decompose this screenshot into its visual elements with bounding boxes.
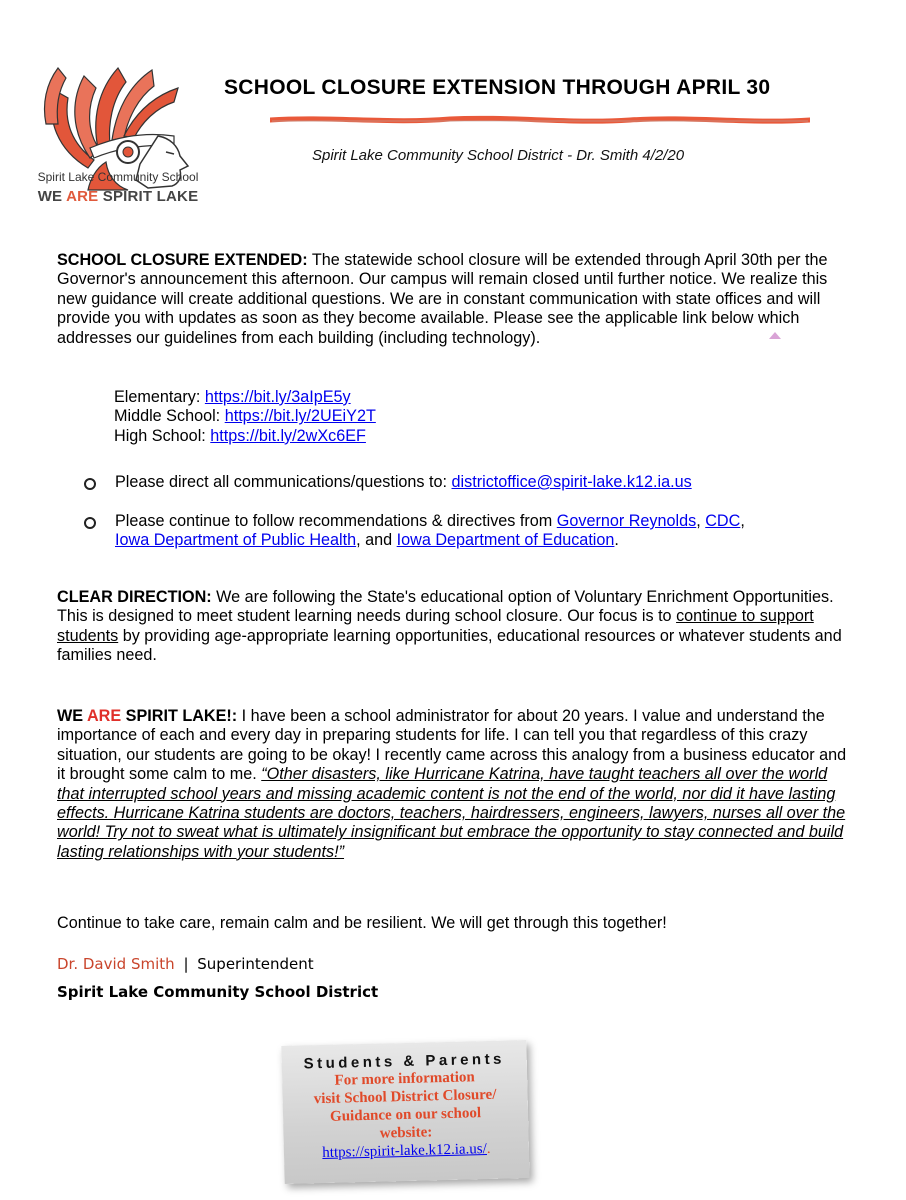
bullet-contact (84, 473, 864, 495)
info-box-body (282, 1067, 529, 1145)
link-label-middle-school: Middle School: (114, 407, 225, 426)
governor-reynolds-link[interactable]: Governor Reynolds (556, 512, 697, 530)
title-underline-divider (270, 115, 810, 125)
we-are-spirit-lake-paragraph (57, 707, 857, 862)
info-line-4: website: (379, 1124, 433, 1142)
iowa-education-link[interactable]: Iowa Department of Education (396, 531, 615, 550)
info-box (281, 1040, 529, 1184)
bullet-circle-icon (84, 478, 96, 490)
clear-direction-heading: CLEAR DIRECTION: (57, 588, 212, 606)
link-row-elementary (114, 388, 376, 407)
link-row-middle-school (114, 407, 376, 426)
clear-direction-emphasis: continue to support students (57, 607, 814, 645)
iowa-public-health-link[interactable]: Iowa Department of Public Health (115, 531, 357, 550)
bullet-contact-label: Please direct all communications/questions to: (115, 473, 452, 491)
district-website-link[interactable]: https://spirit-lake.k12.ia.us/ (322, 1141, 488, 1162)
signature-name: Dr. David Smith (57, 955, 175, 973)
heading-are: ARE (86, 707, 122, 725)
building-links-list (114, 388, 376, 446)
bullet-recommendations-label: Please continue to follow recommendations & directives from (115, 512, 557, 530)
bullet-circle-icon (84, 517, 96, 529)
middle-school-link[interactable]: https://bit.ly/2UEiY2T (224, 407, 376, 426)
katrina-quote: “Other disasters, like Hurricane Katrina, have taught teachers all over the world that interrupted school years and missing academic content is not the end of the world, nor did it have lasting effects. Hurricane Katrina students are doctors, teachers, hairdressers, engineers, lawyers, nurses all over the world! Try not to sweat what is ultimately insignificant but embrace the opportunity to stay connected and build lasting relationships with your students!” (57, 765, 846, 861)
logo-school-name: Spirit Lake Community School (37, 170, 199, 184)
bullet-contact-text (115, 473, 855, 492)
link-label-elementary: Elementary: (114, 388, 205, 406)
clear-direction-body-b: by providing age-appropriate learning opportunities, educational resources or whatever students and families need. (57, 626, 842, 665)
info-line-3: Guidance on our school (329, 1105, 482, 1125)
bullet-recommendations (84, 512, 864, 554)
period: . (614, 531, 619, 550)
cdc-link[interactable]: CDC (705, 512, 741, 530)
info-line-1: For more information (334, 1069, 475, 1089)
caret-up-icon (768, 330, 782, 340)
link-label-high-school: High School: (114, 426, 211, 445)
info-link-period: . (486, 1140, 491, 1158)
page-title: SCHOOL CLOSURE EXTENSION THROUGH APRIL 30 (224, 76, 771, 99)
bullet-recommendations-text (115, 512, 855, 551)
logo-motto-we: WE (37, 188, 63, 205)
subtitle: Spirit Lake Community School District - Dr. Smith 4/2/20 (312, 147, 685, 164)
logo-motto-spirit-lake: SPIRIT LAKE (102, 188, 199, 205)
separator: , (740, 512, 745, 530)
heading-we: WE (57, 707, 87, 725)
heading-spirit-lake: SPIRIT LAKE!: (121, 707, 238, 725)
signature-district: Spirit Lake Community School District (57, 983, 379, 1001)
closing-line: Continue to take care, remain calm and be resilient. We will get through this together! (57, 914, 667, 932)
separator: , (696, 512, 706, 530)
signature-role: Superintendent (197, 955, 314, 973)
high-school-link[interactable]: https://bit.ly/2wXc6EF (210, 426, 366, 445)
closure-extended-paragraph (57, 251, 847, 348)
logo-motto-are: ARE (66, 188, 99, 205)
separator: , and (356, 531, 397, 550)
closure-extended-heading: SCHOOL CLOSURE EXTENDED: (57, 251, 308, 269)
info-line-2: visit School District Closure/ (313, 1086, 497, 1108)
signature-separator: | (183, 955, 189, 973)
clear-direction-body-a: We are following the State's educational option of Voluntary Enrichment Opportunities. This is designed to meet student learning needs during school closure. Our focus is to (57, 588, 834, 626)
district-email-link[interactable]: districtoffice@spirit-lake.k12.ia.us (451, 473, 692, 491)
clear-direction-paragraph (57, 588, 847, 666)
logo-motto (28, 188, 208, 205)
signature-line (57, 955, 314, 973)
info-box-heading: Students & Parents (303, 1050, 506, 1073)
closure-extended-body: The statewide school closure will be extended through April 30th per the Governor's announcement this afternoon. Our campus will remain closed until further notice. We realize this new guidance will create additional questions. We are in constant communication with state offices and will provide you with updates as soon as they become available. Please see the applicable link below which addresses our guidelines from each building (including technology). (57, 251, 828, 347)
we-are-body: I have been a school administrator for about 20 years. I value and understand the importance of each and every day in preparing students for life. I can tell you that regardless of this crazy situation, our students are going to be okay! I recently came across this analogy from a business educator and it brought some calm to me. (57, 707, 847, 784)
elementary-link[interactable]: https://bit.ly/3aIpE5y (204, 388, 351, 406)
we-are-heading (57, 707, 237, 725)
link-row-high-school (114, 427, 376, 446)
